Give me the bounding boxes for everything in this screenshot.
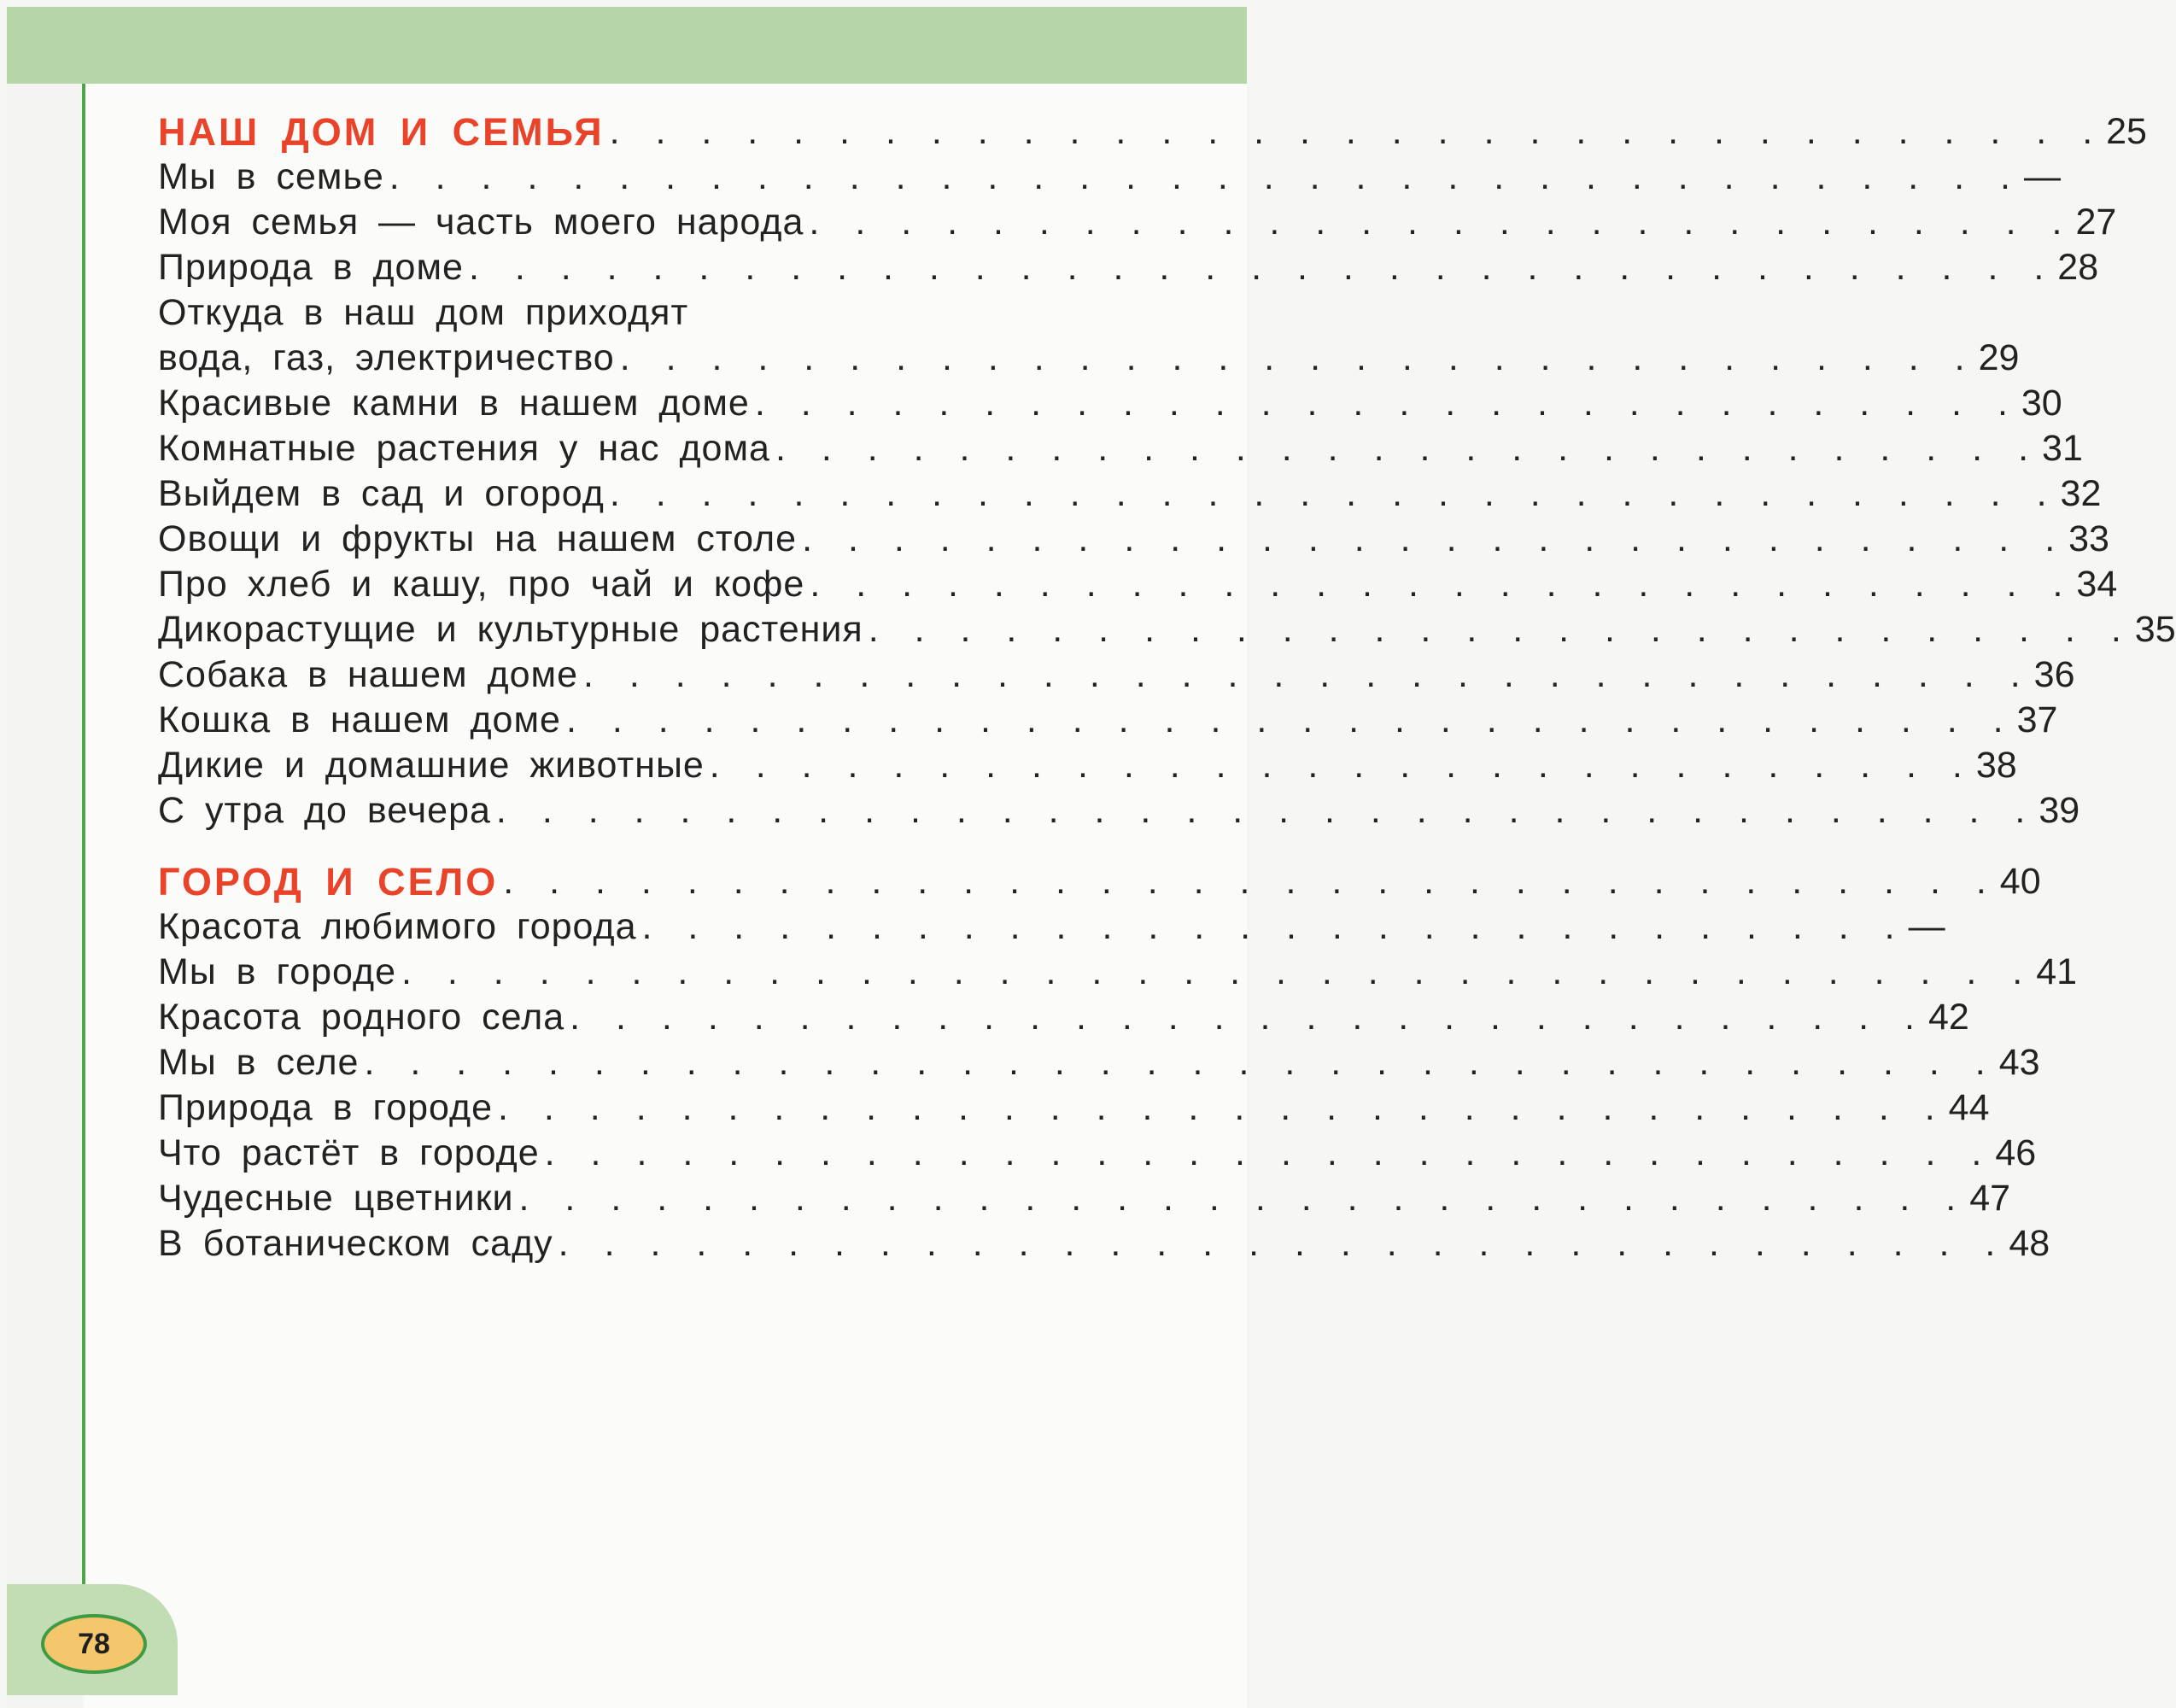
entry-page: 34 [2076,564,2118,605]
toc-section-heading[interactable]: НАШ ДОМ И СЕМЬЯ . . . . . . . . . . . . . . . . . . . . . . . . . . . . . . . . . 25 [158,110,2147,154]
entry-page: 37 [2016,699,2058,740]
toc-entry[interactable]: Комнатные растения у нас дома . . . . . . . . . . . . . . . . . . . . . . . . . . . . 31 [158,426,1208,471]
toc-entry[interactable]: Красота любимого города . . . . . . . . . . . . . . . . . . . . . . . . . . . . — [158,904,1208,950]
header-band [7,7,1247,84]
toc-entry[interactable]: Что растёт в городе . . . . . . . . . . . . . . . . . . . . . . . . . . . . . . . . 46 [158,1131,1208,1176]
entry-title: Что растёт в городе [158,1132,540,1173]
toc-entry[interactable]: Природа в доме . . . . . . . . . . . . . . . . . . . . . . . . . . . . . . . . . . . 28 [158,245,1208,290]
entry-page: 28 [2057,247,2099,288]
toc-entry[interactable]: Выйдем в сад и огород . . . . . . . . . . . . . . . . . . . . . . . . . . . . . . . . 32 [158,471,1208,517]
toc-entry[interactable]: Красивые камни в нашем доме . . . . . . . . . . . . . . . . . . . . . . . . . . . . 30 [158,381,1208,426]
entry-title: В ботаническом саду [158,1223,553,1264]
section-title: ГОРОД И СЕЛО [158,860,499,904]
entry-page: 44 [1948,1087,1990,1128]
toc-entry-multiline[interactable]: Откуда в наш дом приходят вода, газ, электричество . . . . . . . . . . . . . . . . . . . . . . . . . . . . . . 29 [158,290,1208,381]
toc-entry[interactable]: Собака в нашем доме . . . . . . . . . . . . . . . . . . . . . . . . . . . . . . . . 36 [158,652,1208,698]
entry-title: Красивые камни в нашем доме [158,383,750,424]
entry-title: вода, газ, электричество [158,337,615,378]
entry-title: Мы в городе [158,951,397,992]
entry-title: Комнатные растения у нас дома [158,428,770,469]
toc-entry[interactable]: С утра до вечера . . . . . . . . . . . . . . . . . . . . . . . . . . . . . . . . . . 39 [158,788,1208,834]
entry-page: 36 [2033,654,2075,695]
toc-section-heading[interactable]: ГОРОД И СЕЛО . . . . . . . . . . . . . . . . . . . . . . . . . . . . . . . . . 40 [158,860,2041,904]
entry-title: Красота любимого города [158,906,637,947]
toc-entry[interactable]: Чудесные цветники . . . . . . . . . . . . . . . . . . . . . . . . . . . . . . . . 47 [158,1176,1208,1221]
page-number: 78 [41,1614,147,1674]
left-margin [7,84,82,1708]
entry-title: Кошка в нашем доме [158,699,561,740]
entry-title: Овощи и фрукты на нашем столе [158,518,798,559]
toc-entry[interactable]: Мы в городе . . . . . . . . . . . . . . . . . . . . . . . . . . . . . . . . . . . . 41 [158,950,1208,995]
entry-title: Чудесные цветники [158,1178,514,1219]
toc-entry[interactable]: В ботаническом саду . . . . . . . . . . . . . . . . . . . . . . . . . . . . . . . . 48 [158,1221,1208,1266]
entry-page: 32 [2060,473,2102,514]
entry-page: 46 [1995,1132,2037,1173]
entry-title: С утра до вечера [158,790,491,831]
entry-title-line1: Откуда в наш дом приходят [158,292,689,333]
margin-rule [82,84,85,1604]
entry-title: Про хлеб и кашу, про чай и кофе [158,564,805,605]
toc-entry[interactable]: Про хлеб и кашу, про чай и кофе . . . . . . . . . . . . . . . . . . . . . . . . . . . . 34 [158,562,1208,607]
entry-page: 38 [1975,745,2017,786]
toc-entry[interactable]: Природа в городе . . . . . . . . . . . . . . . . . . . . . . . . . . . . . . . . 44 [158,1085,1208,1131]
entry-page: 33 [2068,518,2109,559]
entry-title: Мы в селе [158,1042,360,1083]
entry-page: 30 [2021,383,2062,424]
section-title: НАШ ДОМ И СЕМЬЯ [158,110,605,154]
entry-page: — [2024,156,2061,197]
entry-page: 42 [1928,997,1969,1038]
toc-entry[interactable]: Кошка в нашем доме . . . . . . . . . . . . . . . . . . . . . . . . . . . . . . . . 37 [158,698,1208,743]
entry-page: 43 [1998,1042,2040,1083]
section-page: 25 [2106,111,2147,152]
entry-title: Дикие и домашние животные [158,745,705,786]
entry-page: 47 [1969,1178,2011,1219]
section-page: 40 [1999,861,2041,902]
entry-title: Собака в нашем доме [158,654,578,695]
toc-entry[interactable]: Мы в семье . . . . . . . . . . . . . . . . . . . . . . . . . . . . . . . . . . . . — [158,155,1208,200]
toc-entry[interactable]: Овощи и фрукты на нашем столе . . . . . . . . . . . . . . . . . . . . . . . . . . . . 33 [158,517,1208,562]
entry-page: 31 [2042,428,2083,469]
toc-entry[interactable]: Дикорастущие и культурные растения . . . . . . . . . . . . . . . . . . . . . . . . . . . . 35 [158,607,1208,652]
toc-entry[interactable]: Красота родного села . . . . . . . . . . . . . . . . . . . . . . . . . . . . . . 42 [158,995,1208,1040]
entry-title: Выйдем в сад и огород [158,473,605,514]
entry-title: Природа в городе [158,1087,494,1128]
entry-title: Природа в доме [158,247,464,288]
entry-page: 29 [1978,337,2020,378]
entry-title: Дикорастущие и культурные растения [158,609,863,650]
entry-page: 48 [2009,1223,2050,1264]
entry-page: 27 [2075,202,2117,243]
entry-title: Мы в семье [158,156,384,197]
table-of-contents [158,109,2176,1266]
toc-entry[interactable]: Мы в селе . . . . . . . . . . . . . . . . . . . . . . . . . . . . . . . . . . . . 43 [158,1040,1208,1085]
entry-page: — [1908,906,1945,947]
entry-page: 35 [2134,609,2176,650]
toc-entry[interactable]: Моя семья — часть моего народа . . . . . . . . . . . . . . . . . . . . . . . . . . . . 27 [158,200,1208,245]
entry-title: Красота родного села [158,997,565,1038]
toc-entry[interactable]: Дикие и домашние животные . . . . . . . . . . . . . . . . . . . . . . . . . . . . 38 [158,743,1208,788]
entry-title: Моя семья — часть моего народа [158,202,804,243]
entry-page: 41 [2036,951,2078,992]
entry-page: 39 [2039,790,2080,831]
